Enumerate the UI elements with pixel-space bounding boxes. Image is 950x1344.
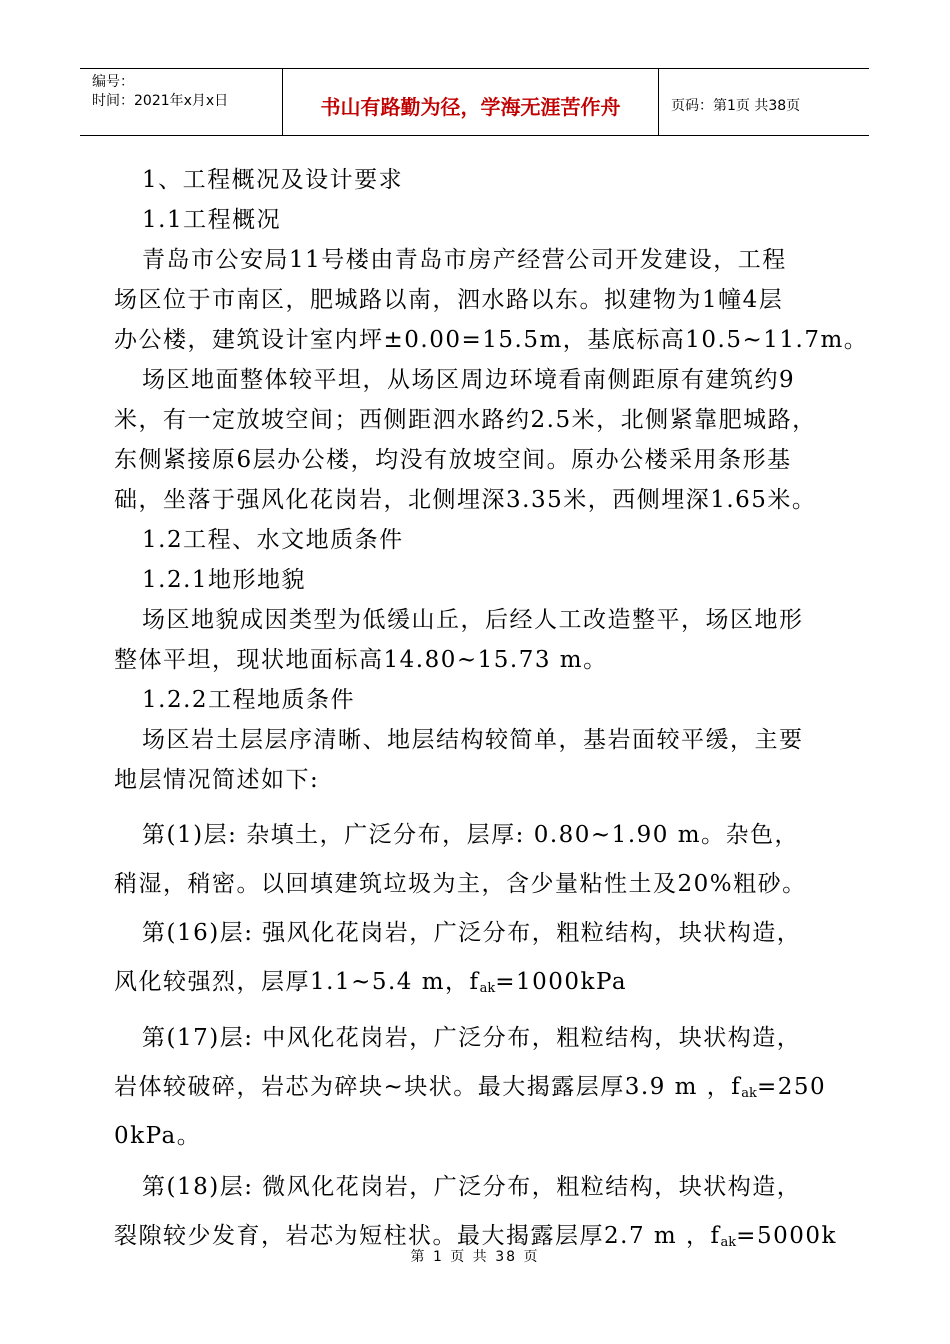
paragraph-line: 办公楼，建筑设计室内坪±0.00=15.5m，基底标高10.5~11.7m。 xyxy=(114,327,869,353)
paragraph-line: 整体平坦，现状地面标高14.80~15.73 m。 xyxy=(114,647,608,673)
layer-1-line: 稍湿，稍密。以回填建筑垃圾为主，含少量粘性土及20%粗砂。 xyxy=(114,871,807,897)
layer-17-text: 岩体较破碎，岩芯为碎块~块状。最大揭露层厚3.9 m ，f xyxy=(114,1074,742,1100)
layer-16-line xyxy=(114,962,844,1009)
heading-1-2-2: 1.2.2工程地质条件 xyxy=(142,687,356,713)
fak-subscript: ak xyxy=(720,1235,737,1250)
heading-1-2: 1.2工程、水文地质条件 xyxy=(142,527,404,553)
layer-16-value: =1000kPa xyxy=(495,969,628,995)
heading-1: 1、工程概况及设计要求 xyxy=(142,167,404,193)
layer-16-text: 风化较强烈，层厚1.1~5.4 m，f xyxy=(114,969,480,995)
heading-1-1: 1.1工程概况 xyxy=(142,207,282,233)
document-body xyxy=(114,160,869,1263)
document-date: 时间：2021年x月x日 xyxy=(92,93,229,109)
layer-18-value: =5000k xyxy=(736,1223,837,1249)
document-number: 编号： xyxy=(92,74,134,90)
layer-17-line: 第(17)层: 中风化花岗岩，广泛分布，粗粒结构，块状构造， xyxy=(142,1025,802,1051)
paragraph-line: 场区岩土层层序清晰、地层结构较简单，基岩面较平缓，主要 xyxy=(142,727,804,753)
paragraph-line: 东侧紧接原6层办公楼，均没有放坡空间。原办公楼采用条形基 xyxy=(114,447,792,473)
layer-18-line: 第(18)层: 微风化花岗岩，广泛分布，粗粒结构，块状构造， xyxy=(142,1174,802,1200)
paragraph-line: 础，坐落于强风化花岗岩，北侧埋深3.35米，西侧埋深1.65米。 xyxy=(114,487,817,513)
layer-18-text: 裂隙较少发育，岩芯为短柱状。最大揭露层厚2.7 m ，f xyxy=(114,1223,721,1249)
paragraph-line: 场区地面整体较平坦，从场区周边环境看南侧距原有建筑约9 xyxy=(142,367,796,393)
fak-subscript: ak xyxy=(741,1086,757,1101)
layer-17-value: =250 xyxy=(756,1074,827,1100)
paragraph-line: 地层情况简述如下: xyxy=(114,767,320,793)
page-footer: 第 1 页 共 38 页 xyxy=(410,1249,540,1265)
layer-1-line: 第(1)层: 杂填土，广泛分布，层厚: 0.80~1.90 m。杂色， xyxy=(142,822,800,848)
document-header xyxy=(80,68,869,136)
layer-17-line xyxy=(114,1067,844,1114)
fak-subscript: ak xyxy=(479,981,496,996)
paragraph-line: 青岛市公安局11号楼由青岛市房产经营公司开发建设，工程 xyxy=(142,247,787,273)
header-motto: 书山有路勤为径，学海无涯苦作舟 xyxy=(283,69,659,135)
layer-16-line: 第(16)层: 强风化花岗岩，广泛分布，粗粒结构，块状构造， xyxy=(142,920,802,946)
header-meta xyxy=(80,69,283,135)
paragraph-line: 场区地貌成因类型为低缓山丘，后经人工改造整平，场区地形 xyxy=(142,607,804,633)
paragraph-line: 米，有一定放坡空间；西侧距泗水路约2.5米，北侧紧靠肥城路， xyxy=(114,407,817,433)
layer-17-line: 0kPa。 xyxy=(114,1123,202,1149)
header-page-info: 页码：第1页 共38页 xyxy=(671,98,801,114)
heading-1-2-1: 1.2.1地形地貌 xyxy=(142,567,307,593)
paragraph-line: 场区位于市南区，肥城路以南，泗水路以东。拟建物为1幢4层 xyxy=(114,287,784,313)
